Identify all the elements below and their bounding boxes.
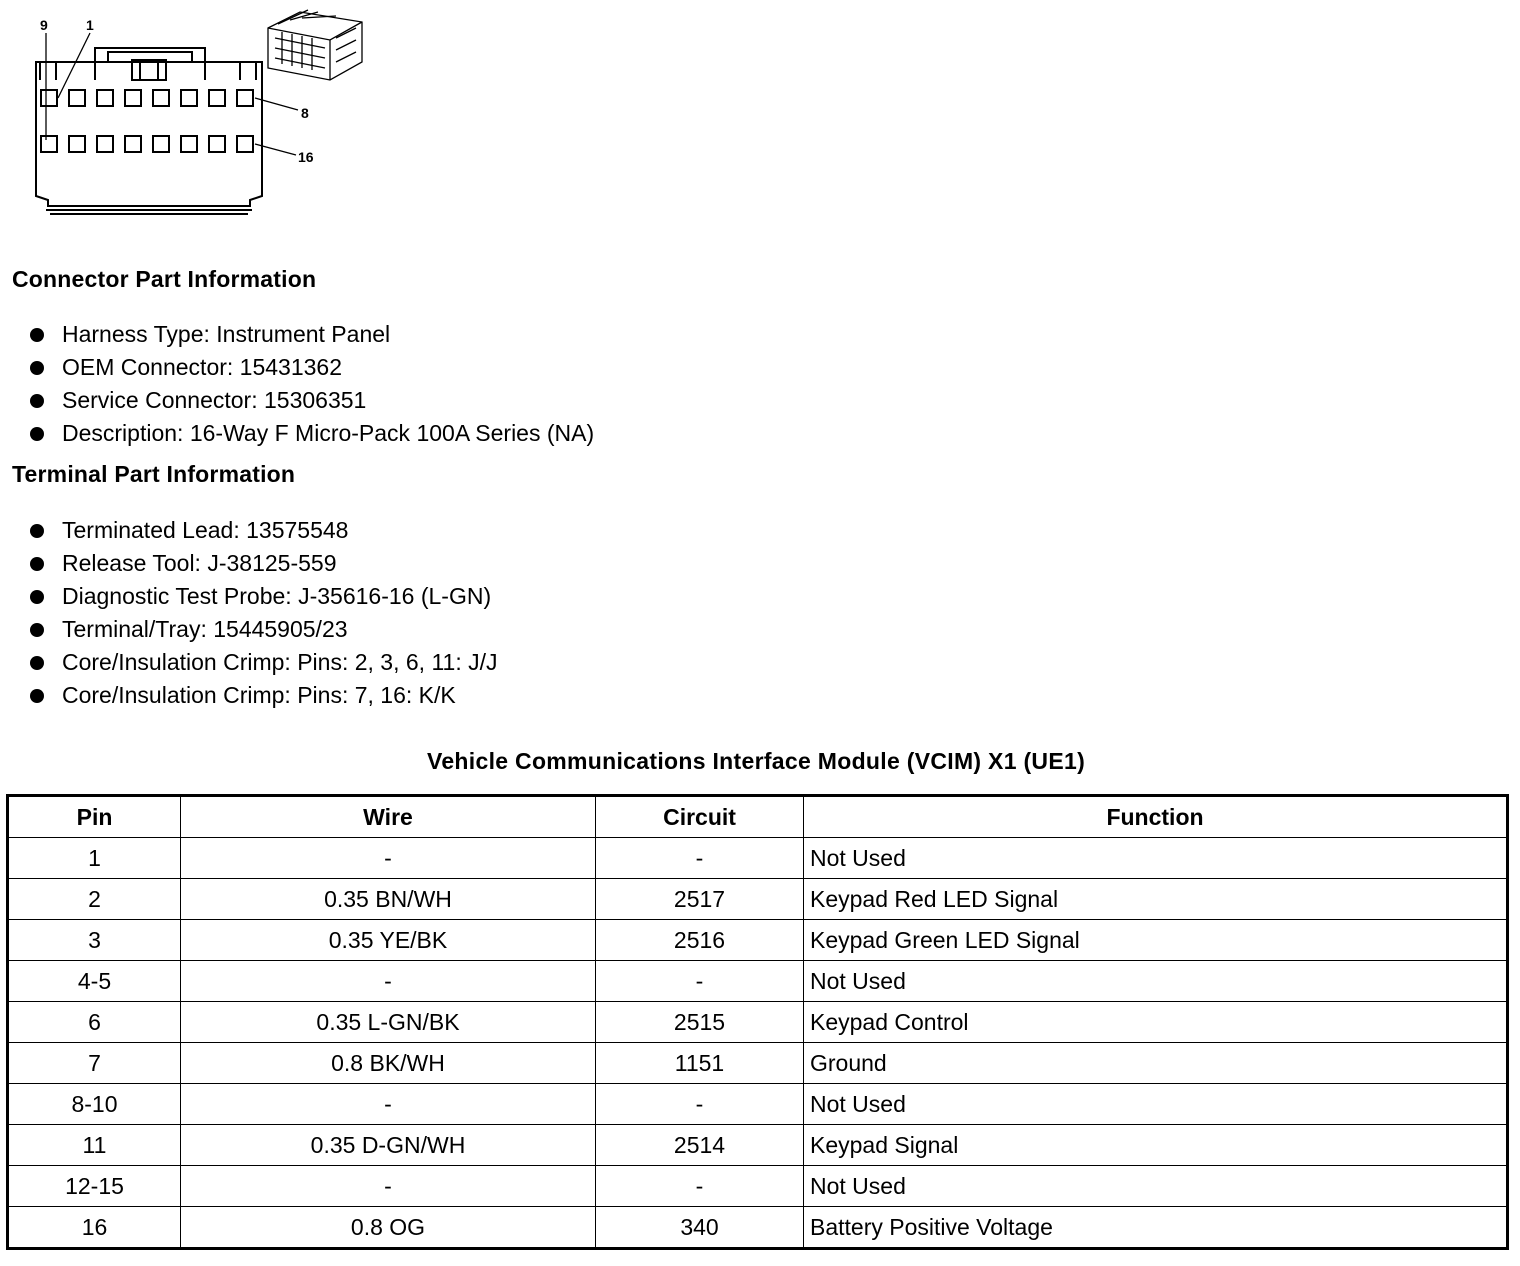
pin-cell: 6	[8, 1002, 181, 1043]
table-row	[8, 838, 1508, 879]
lower-cavity-row	[41, 136, 253, 152]
function-cell: Battery Positive Voltage	[804, 1207, 1508, 1249]
table-row	[8, 961, 1508, 1002]
list-item: Release Tool: J-38125-559	[30, 547, 497, 580]
column-header-wire: Wire	[181, 796, 596, 838]
bullet-icon	[30, 361, 44, 375]
circuit-cell: 2516	[596, 920, 804, 961]
function-cell: Ground	[804, 1043, 1508, 1084]
pin-cell: 7	[8, 1043, 181, 1084]
pin-cell: 3	[8, 920, 181, 961]
pin-cell: 12-15	[8, 1166, 181, 1207]
wire-cell: -	[181, 1166, 596, 1207]
list-item: Terminal/Tray: 15445905/23	[30, 613, 497, 646]
terminal-part-heading: Terminal Part Information	[12, 461, 296, 487]
wire-cell: 0.8 OG	[181, 1207, 596, 1249]
wire-cell: -	[181, 1084, 596, 1125]
connector-isometric-thumbnail	[268, 10, 362, 80]
bullet-icon	[30, 394, 44, 408]
function-cell: Not Used	[804, 838, 1508, 879]
column-header-pin: Pin	[8, 796, 181, 838]
function-cell: Not Used	[804, 961, 1508, 1002]
wire-cell: 0.8 BK/WH	[181, 1043, 596, 1084]
list-item: Service Connector: 15306351	[30, 384, 594, 417]
function-cell: Keypad Red LED Signal	[804, 879, 1508, 920]
pin-cell: 1	[8, 838, 181, 879]
connector-body	[36, 62, 262, 206]
function-cell: Keypad Signal	[804, 1125, 1508, 1166]
table-row	[8, 1002, 1508, 1043]
table-row	[8, 1084, 1508, 1125]
pin-cell: 2	[8, 879, 181, 920]
list-item: Core/Insulation Crimp: Pins: 7, 16: K/K	[30, 679, 497, 712]
bullet-icon	[30, 656, 44, 670]
callout-pin-1: 1	[86, 17, 94, 33]
wire-cell: 0.35 D-GN/WH	[181, 1125, 596, 1166]
bullet-icon	[30, 590, 44, 604]
function-cell: Not Used	[804, 1084, 1508, 1125]
circuit-cell: -	[596, 1166, 804, 1207]
bullet-icon	[30, 689, 44, 703]
connector-part-list	[30, 318, 594, 450]
wire-cell: 0.35 BN/WH	[181, 879, 596, 920]
circuit-cell: 2514	[596, 1125, 804, 1166]
pin-cell: 4-5	[8, 961, 181, 1002]
bullet-icon	[30, 524, 44, 538]
circuit-cell: -	[596, 838, 804, 879]
wire-cell: -	[181, 838, 596, 879]
list-item: Description: 16-Way F Micro-Pack 100A Series (NA)	[30, 417, 594, 450]
bullet-icon	[30, 623, 44, 637]
callout-pin-9: 9	[40, 17, 48, 33]
list-item: Harness Type: Instrument Panel	[30, 318, 594, 351]
circuit-cell: 340	[596, 1207, 804, 1249]
table-row	[8, 879, 1508, 920]
list-item: Terminated Lead: 13575548	[30, 514, 497, 547]
connector-part-heading: Connector Part Information	[12, 266, 317, 292]
table-row	[8, 1207, 1508, 1249]
wire-cell: 0.35 L-GN/BK	[181, 1002, 596, 1043]
list-item: Core/Insulation Crimp: Pins: 2, 3, 6, 11: J/J	[30, 646, 497, 679]
bullet-icon	[30, 557, 44, 571]
pinout-table	[6, 794, 1509, 1250]
wire-cell: -	[181, 961, 596, 1002]
wire-cell: 0.35 YE/BK	[181, 920, 596, 961]
table-row	[8, 1043, 1508, 1084]
callout-pin-8: 8	[301, 105, 309, 121]
list-item: OEM Connector: 15431362	[30, 351, 594, 384]
column-header-function: Function	[804, 796, 1508, 838]
column-header-circuit: Circuit	[596, 796, 804, 838]
callout-pin-16: 16	[298, 149, 314, 165]
table-row	[8, 1125, 1508, 1166]
upper-cavity-row	[41, 90, 253, 106]
function-cell: Keypad Control	[804, 1002, 1508, 1043]
circuit-cell: 1151	[596, 1043, 804, 1084]
circuit-cell: -	[596, 1084, 804, 1125]
bullet-icon	[30, 328, 44, 342]
circuit-cell: 2517	[596, 879, 804, 920]
table-row	[8, 920, 1508, 961]
terminal-part-list	[30, 514, 497, 712]
circuit-cell: 2515	[596, 1002, 804, 1043]
table-row	[8, 1166, 1508, 1207]
table-title: Vehicle Communications Interface Module (VCIM) X1 (UE1)	[426, 748, 1086, 774]
table-header-row	[8, 796, 1508, 838]
pin-cell: 16	[8, 1207, 181, 1249]
pin-cell: 8-10	[8, 1084, 181, 1125]
pin-cell: 11	[8, 1125, 181, 1166]
function-cell: Not Used	[804, 1166, 1508, 1207]
list-item: Diagnostic Test Probe: J-35616-16 (L-GN)	[30, 580, 497, 613]
connector-face-diagram	[0, 0, 380, 225]
circuit-cell: -	[596, 961, 804, 1002]
bullet-icon	[30, 427, 44, 441]
function-cell: Keypad Green LED Signal	[804, 920, 1508, 961]
